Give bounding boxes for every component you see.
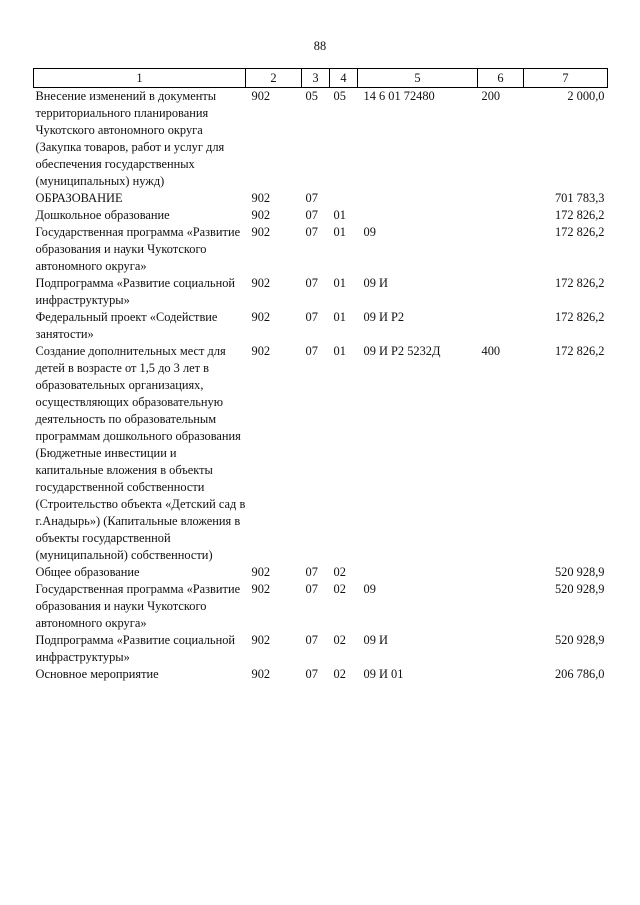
cell-admin-code: 902 <box>251 344 271 358</box>
cell-name: Общее образование <box>35 565 140 579</box>
cell-name: Государственная программа «Развитие образования и науки Чукотского автономного округа» <box>35 225 241 273</box>
cell-section: 07 <box>305 208 318 222</box>
cell-subsection: 02 <box>333 667 346 681</box>
cell-amount: 520 928,9 <box>554 582 605 596</box>
cell-target-article <box>358 564 478 581</box>
cell-admin-code: 902 <box>251 208 271 222</box>
cell-expense-type <box>478 309 524 343</box>
cell-admin-code: 902 <box>251 633 271 647</box>
cell-amount: 520 928,9 <box>554 565 605 579</box>
cell-section: 07 <box>305 276 318 290</box>
table-row <box>34 343 608 564</box>
cell-subsection: 01 <box>333 310 346 324</box>
cell-admin-code: 902 <box>251 276 271 290</box>
cell-expense-type <box>478 632 524 666</box>
column-header: 5 <box>358 69 478 88</box>
cell-section: 07 <box>305 633 318 647</box>
cell-expense-type <box>478 666 524 683</box>
cell-target-article: 09 И <box>363 276 388 290</box>
cell-target-article: 09 И Р2 5232Д <box>363 344 441 358</box>
cell-target-article <box>358 207 478 224</box>
column-header: 4 <box>330 69 358 88</box>
cell-section: 07 <box>305 310 318 324</box>
cell-target-article: 09 И <box>363 633 388 647</box>
cell-admin-code: 902 <box>251 667 271 681</box>
cell-name: Создание дополнительных мест для детей в возрасте от 1,5 до 3 лет в образовательных организациях, осуществляющих образовательную деятельность по образовательным программам дошкольного образования (Бюджетные инвестиции и капитальные вложения в объекты государственной собственности (Строительство объекта «Детский сад в г.Анадырь») (Капитальные вложения в объекты государственной (муниципальной) собственности) <box>35 344 246 562</box>
cell-name: Федеральный проект «Содействие занятости» <box>35 310 218 341</box>
budget-table <box>33 68 608 683</box>
cell-admin-code: 902 <box>251 191 271 205</box>
page-number: 88 <box>313 39 327 53</box>
table-row <box>34 309 608 343</box>
cell-admin-code: 902 <box>251 89 271 103</box>
column-header: 6 <box>478 69 524 88</box>
cell-target-article: 09 <box>363 582 376 596</box>
table-row <box>34 666 608 683</box>
cell-subsection: 05 <box>333 89 346 103</box>
cell-expense-type <box>478 275 524 309</box>
cell-subsection: 02 <box>333 582 346 596</box>
cell-section: 07 <box>305 667 318 681</box>
cell-name: Основное мероприятие <box>35 667 159 681</box>
cell-name: ОБРАЗОВАНИЕ <box>35 191 123 205</box>
cell-subsection <box>330 190 358 207</box>
cell-admin-code: 902 <box>251 310 271 324</box>
cell-subsection: 02 <box>333 633 346 647</box>
cell-subsection: 01 <box>333 208 346 222</box>
cell-expense-type: 400 <box>481 344 501 358</box>
cell-section: 07 <box>305 344 318 358</box>
table-header-row <box>34 69 608 88</box>
cell-expense-type: 200 <box>481 89 501 103</box>
cell-subsection: 01 <box>333 225 346 239</box>
cell-name: Дошкольное образование <box>35 208 170 222</box>
cell-section: 07 <box>305 565 318 579</box>
column-header: 2 <box>246 69 302 88</box>
cell-section: 07 <box>305 225 318 239</box>
cell-target-article: 14 6 01 72480 <box>363 89 435 103</box>
table-row <box>34 275 608 309</box>
cell-target-article: 09 И 01 <box>363 667 404 681</box>
cell-name: Государственная программа «Развитие образования и науки Чукотского автономного округа» <box>35 582 241 630</box>
table-row <box>34 224 608 275</box>
cell-name: Подпрограмма «Развитие социальной инфраструктуры» <box>35 633 236 664</box>
cell-expense-type <box>478 207 524 224</box>
table-body <box>34 88 608 684</box>
cell-section: 05 <box>305 89 318 103</box>
cell-amount: 172 826,2 <box>554 310 605 324</box>
cell-target-article: 09 И Р2 <box>363 310 405 324</box>
cell-subsection: 01 <box>333 344 346 358</box>
column-header: 3 <box>302 69 330 88</box>
cell-expense-type <box>478 224 524 275</box>
cell-amount: 520 928,9 <box>554 633 605 647</box>
cell-target-article: 09 <box>363 225 376 239</box>
cell-section: 07 <box>305 582 318 596</box>
cell-amount: 172 826,2 <box>554 344 605 358</box>
column-header: 1 <box>34 69 246 88</box>
cell-admin-code: 902 <box>251 582 271 596</box>
table-row <box>34 564 608 581</box>
cell-expense-type <box>478 190 524 207</box>
cell-target-article <box>358 190 478 207</box>
cell-admin-code: 902 <box>251 565 271 579</box>
table-row <box>34 632 608 666</box>
cell-subsection: 01 <box>333 276 346 290</box>
cell-amount: 172 826,2 <box>554 208 605 222</box>
table-row <box>34 190 608 207</box>
cell-amount: 2 000,0 <box>567 89 605 103</box>
cell-admin-code: 902 <box>251 225 271 239</box>
table-row <box>34 581 608 632</box>
cell-name: Внесение изменений в документы территориального планирования Чукотского автономного округа (Закупка товаров, работ и услуг для обеспечения государственных (муниципальных) нужд) <box>35 89 225 188</box>
cell-amount: 172 826,2 <box>554 276 605 290</box>
cell-subsection: 02 <box>333 565 346 579</box>
column-header: 7 <box>524 69 608 88</box>
cell-amount: 206 786,0 <box>554 667 605 681</box>
table-row <box>34 88 608 191</box>
cell-name: Подпрограмма «Развитие социальной инфраструктуры» <box>35 276 236 307</box>
cell-section: 07 <box>305 191 318 205</box>
cell-amount: 701 783,3 <box>554 191 605 205</box>
table-row <box>34 207 608 224</box>
cell-expense-type <box>478 564 524 581</box>
cell-amount: 172 826,2 <box>554 225 605 239</box>
cell-expense-type <box>478 581 524 632</box>
